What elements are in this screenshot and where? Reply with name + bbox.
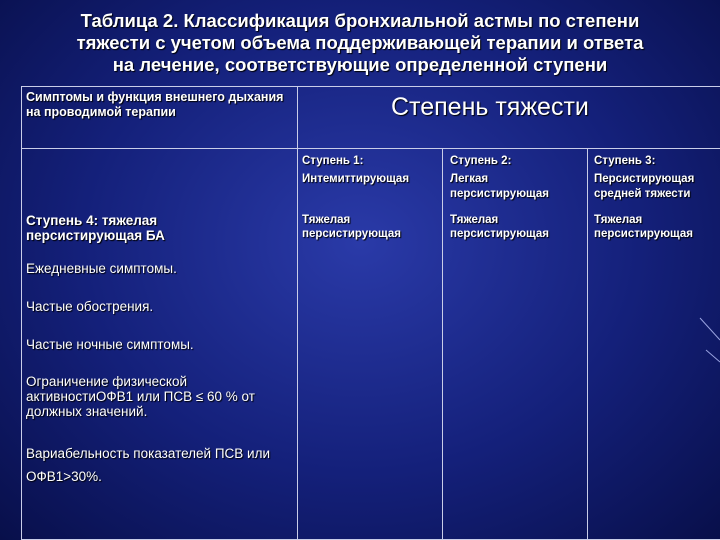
header-severity: Степень тяжести [298, 87, 720, 149]
symptom-3: Частые ночные симптомы. [26, 337, 194, 352]
title-line-2: тяжести с учетом объема поддерживающей терапии и ответа [76, 32, 644, 53]
step-2-cell [443, 149, 588, 540]
row-title: Ступень 4: тяжелая персистирующая БА [26, 213, 165, 243]
classification-table [21, 86, 720, 540]
symptoms-cell [22, 149, 298, 540]
symptom-1: Ежедневные симптомы. [26, 261, 177, 276]
title-line-1: Таблица 2. Классификация бронхиальной астмы по степени [80, 10, 640, 31]
step-1-cell [298, 149, 443, 540]
symptom-5: Вариабельность показателей ПСВ или ОФВ1>30%. [26, 446, 271, 484]
symptom-4: Ограничение физической активностиОФВ1 или ПСВ ≤ 60 % от должных значений. [26, 374, 255, 419]
step-3-name: Персистирующая средней тяжести [594, 173, 695, 200]
step-1-severity: Тяжелая персистирующая [302, 214, 401, 240]
step-3-severity: Тяжелая персистирующая [594, 214, 693, 240]
title-line-3: на лечение, соответствующие определенной ступени [112, 54, 608, 75]
symptom-2: Частые обострения. [26, 299, 154, 314]
header-symptoms: Симптомы и функция внешнего дыхания на проводимой терапии [22, 87, 298, 149]
step-2-name: Легкая персистирующая [450, 173, 549, 200]
step-1-label: Ступень 1: [302, 155, 364, 167]
step-1-name: Интемиттирующая [302, 173, 410, 185]
decorative-lines [698, 310, 720, 370]
step-2-severity: Тяжелая персистирующая [450, 214, 549, 240]
slide-title [0, 10, 720, 76]
step-3-label: Ступень 3: [594, 155, 656, 167]
step-2-label: Ступень 2: [450, 155, 512, 167]
